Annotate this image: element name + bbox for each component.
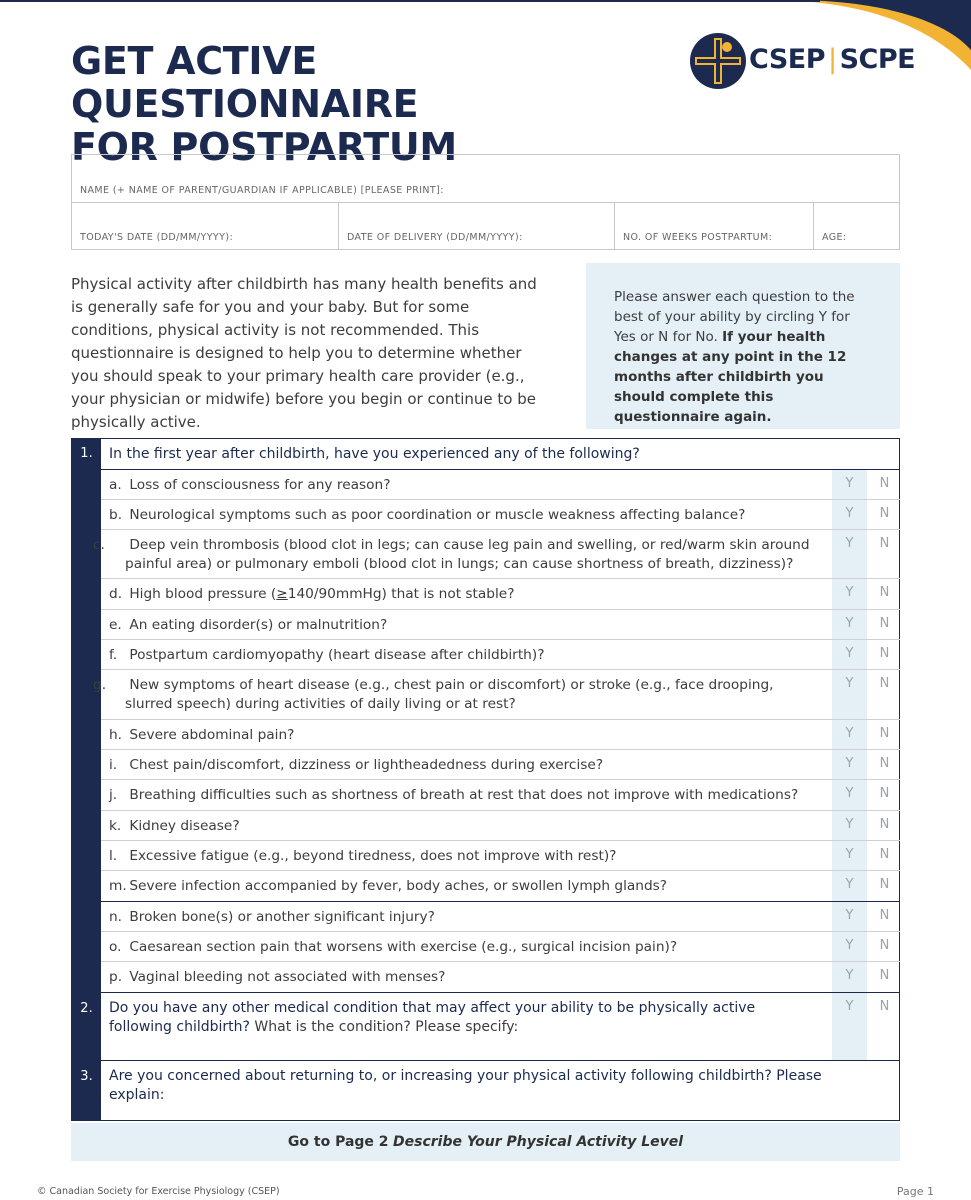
title-line-2: FOR POSTPARTUM [71,125,457,169]
item-text: Neurological symptoms such as poor coordination or muscle weakness affecting balance? [129,507,746,523]
question-1o-row [101,932,900,962]
page-title [71,40,671,169]
question-1g-text [93,676,824,714]
question-1a-row [101,470,900,500]
question-2-number: 2. [80,1001,93,1016]
question-1n-text [109,908,824,927]
instructions-note [586,263,900,429]
item-letter: h. [109,727,123,743]
no-option[interactable]: N [879,616,890,631]
logo-wordmark [749,44,915,75]
yes-option[interactable]: Y [845,585,854,600]
question-1-text: In the first year after childbirth, have you experienced any of the following? [109,446,640,462]
no-option[interactable]: N [879,536,890,551]
item-text: New symptoms of heart disease (e.g., chest pain or discomfort) or stroke (e.g., face drooping, slurred speech) during activities of daily living or at rest? [125,677,774,712]
no-option[interactable]: N [879,756,890,771]
item-letter: j. [109,787,118,803]
logo-text-csep: CSEP [749,44,825,75]
yes-option[interactable]: Y [845,908,854,923]
note-plain-text: Please answer each question to the best of your ability by circling Y for Yes or N for No. [614,289,855,345]
question-1o-text [109,938,824,957]
page-number: Page 1 [896,1185,934,1198]
no-option[interactable]: N [879,476,890,491]
no-option[interactable]: N [879,847,890,862]
question-1a-text [109,476,824,495]
no-option[interactable]: N [879,726,890,741]
item-text: Vaginal bleeding not associated with menses? [129,969,446,985]
name-label: NAME (+ NAME OF PARENT/GUARDIAN IF APPLICABLE) [PLEASE PRINT]: [80,185,444,196]
item-letter: b. [109,507,123,523]
no-option[interactable]: N [879,999,890,1014]
csep-emblem-icon [689,32,747,90]
question-2-text-block [109,999,789,1037]
question-1d-row [101,579,900,610]
question-3-text: Are you concerned about returning to, or increasing your physical activity following childbirth? Please explain: [109,1068,822,1103]
yes-option[interactable]: Y [845,506,854,521]
no-option[interactable]: N [879,676,890,691]
item-text: Severe abdominal pain? [129,727,295,743]
identification-box [71,154,900,250]
age-field[interactable] [814,203,900,249]
question-1f-text [109,646,824,665]
question-1f-row [101,640,900,670]
item-text: Postpartum cardiomyopathy (heart disease after childbirth)? [129,647,545,663]
yes-option[interactable]: Y [845,536,854,551]
question-1p-row [101,962,900,993]
go-to-text: Go to Page 2 [287,1134,389,1150]
item-text-post: 140/90mmHg) that is not stable? [287,586,515,602]
item-text-ge: ≥ [276,586,288,602]
question-1e-text [109,616,824,635]
item-letter: i. [109,757,118,773]
item-text: An eating disorder(s) or malnutrition? [129,617,388,633]
yes-option[interactable]: Y [845,756,854,771]
no-option[interactable]: N [879,506,890,521]
top-rule [0,0,820,2]
item-letter: m. [109,878,127,894]
weeks-postpartum-label: NO. OF WEEKS POSTPARTUM: [623,232,773,243]
question-1h-row [101,720,900,750]
question-1g-row [93,670,900,720]
question-1-header-row [101,439,900,470]
describe-activity-text: Describe Your Physical Activity Level [393,1134,684,1150]
item-text: Loss of consciousness for any reason? [129,477,391,493]
title-line-1: GET ACTIVE QUESTIONNAIRE [71,39,419,126]
question-1b-text [109,506,824,525]
question-1l-text [109,847,824,866]
age-label: AGE: [822,232,847,243]
no-option[interactable]: N [879,585,890,600]
question-1n-row [101,902,900,932]
weeks-postpartum-field[interactable] [615,203,814,249]
no-option[interactable]: N [879,817,890,832]
question-2-subtext: What is the condition? Please specify: [254,1019,519,1035]
todays-date-label: TODAY'S DATE (DD/MM/YYYY): [80,232,234,243]
yes-option[interactable]: Y [845,968,854,983]
no-option[interactable]: N [879,786,890,801]
no-option[interactable]: N [879,908,890,923]
no-option[interactable]: N [879,938,890,953]
no-option[interactable]: N [879,646,890,661]
yes-option[interactable]: Y [845,616,854,631]
item-letter: a. [109,477,122,493]
item-letter: k. [109,818,122,834]
delivery-date-label: DATE OF DELIVERY (DD/MM/YYYY): [347,232,523,243]
question-3-row[interactable] [101,1061,900,1120]
yes-option[interactable]: Y [845,817,854,832]
name-field[interactable] [72,155,899,203]
todays-date-field[interactable] [72,203,339,249]
question-1j-text [109,786,824,805]
question-1m-text [109,877,824,896]
item-letter: g. [93,677,107,693]
yes-option[interactable]: Y [845,877,854,892]
item-text: Deep vein thrombosis (blood clot in legs; can cause leg pain and swelling, or red/warm skin around painful area) or pulmonary emboli (blood clot in lungs; can cause shortness of breath, dizziness)? [125,537,810,572]
note-bold-text: If your health changes at any point in the 12 months after childbirth you should complete this questionnaire again. [614,329,847,425]
item-text-pre: High blood pressure ( [129,586,277,602]
question-1i-row [101,750,900,780]
item-text: Excessive fatigue (e.g., beyond tiredness, does not improve with rest)? [129,848,617,864]
logo-text-scpe: SCPE [839,44,916,75]
question-1j-row [101,780,900,811]
questionnaire-table [71,438,900,1121]
yes-option[interactable]: Y [845,646,854,661]
question-1e-row [101,610,900,640]
delivery-date-field[interactable] [339,203,615,249]
question-1-number: 1. [80,446,93,461]
item-text: Broken bone(s) or another significant injury? [129,909,435,925]
question-1m-row [101,871,900,902]
item-letter: n. [109,909,123,925]
yes-option[interactable]: Y [845,676,854,691]
yes-option[interactable]: Y [845,476,854,491]
question-3-number: 3. [80,1069,93,1084]
item-letter: d. [109,586,123,602]
no-option[interactable]: N [879,877,890,892]
copyright-text: © Canadian Society for Exercise Physiology (CSEP) [37,1186,280,1197]
yes-option[interactable]: Y [845,847,854,862]
item-text: Breathing difficulties such as shortness of breath at rest that does not improve with medications? [129,787,799,803]
question-2-text: Do you have any other medical condition that may affect your ability to be physically active following childbirth? [109,1000,756,1035]
csep-logo [689,32,916,92]
question-1c-text [93,536,824,574]
question-1i-text [109,756,824,775]
question-1b-row [101,500,900,530]
question-1k-text [109,817,824,836]
question-2-row [101,993,900,1061]
question-1k-row [101,811,900,841]
item-text: Severe infection accompanied by fever, body aches, or swollen lymph glands? [129,878,668,894]
item-text: Kidney disease? [129,818,240,834]
item-letter: o. [109,939,122,955]
yes-option[interactable]: Y [845,999,854,1014]
item-text: Caesarean section pain that worsens with exercise (e.g., surgical incision pain)? [129,939,678,955]
no-option[interactable]: N [879,968,890,983]
logo-separator: | [828,44,837,75]
item-letter: f. [109,647,118,663]
question-1p-text [109,968,824,987]
question-1d-text [109,585,824,604]
item-text: Chest pain/discomfort, dizziness or lightheadedness during exercise? [129,757,604,773]
item-letter: c. [93,537,105,553]
item-letter: e. [109,617,122,633]
yes-option[interactable]: Y [845,726,854,741]
item-letter: l. [109,848,118,864]
intro-paragraph: Physical activity after childbirth has many health benefits and is generally safe for you and your baby. But for some conditions, physical activity is not recommended. This questionnaire is designed to help you to determine whether you should speak to your primary health care provider (e.g., your physician or midwife) before you begin or continue to be physically active. [71,275,537,431]
question-1l-row [101,841,900,871]
question-1c-row [93,530,900,579]
item-letter: p. [109,969,123,985]
yes-option[interactable]: Y [845,938,854,953]
go-to-page-2-banner [71,1123,900,1161]
yes-option[interactable]: Y [845,786,854,801]
question-1h-text [109,726,824,745]
